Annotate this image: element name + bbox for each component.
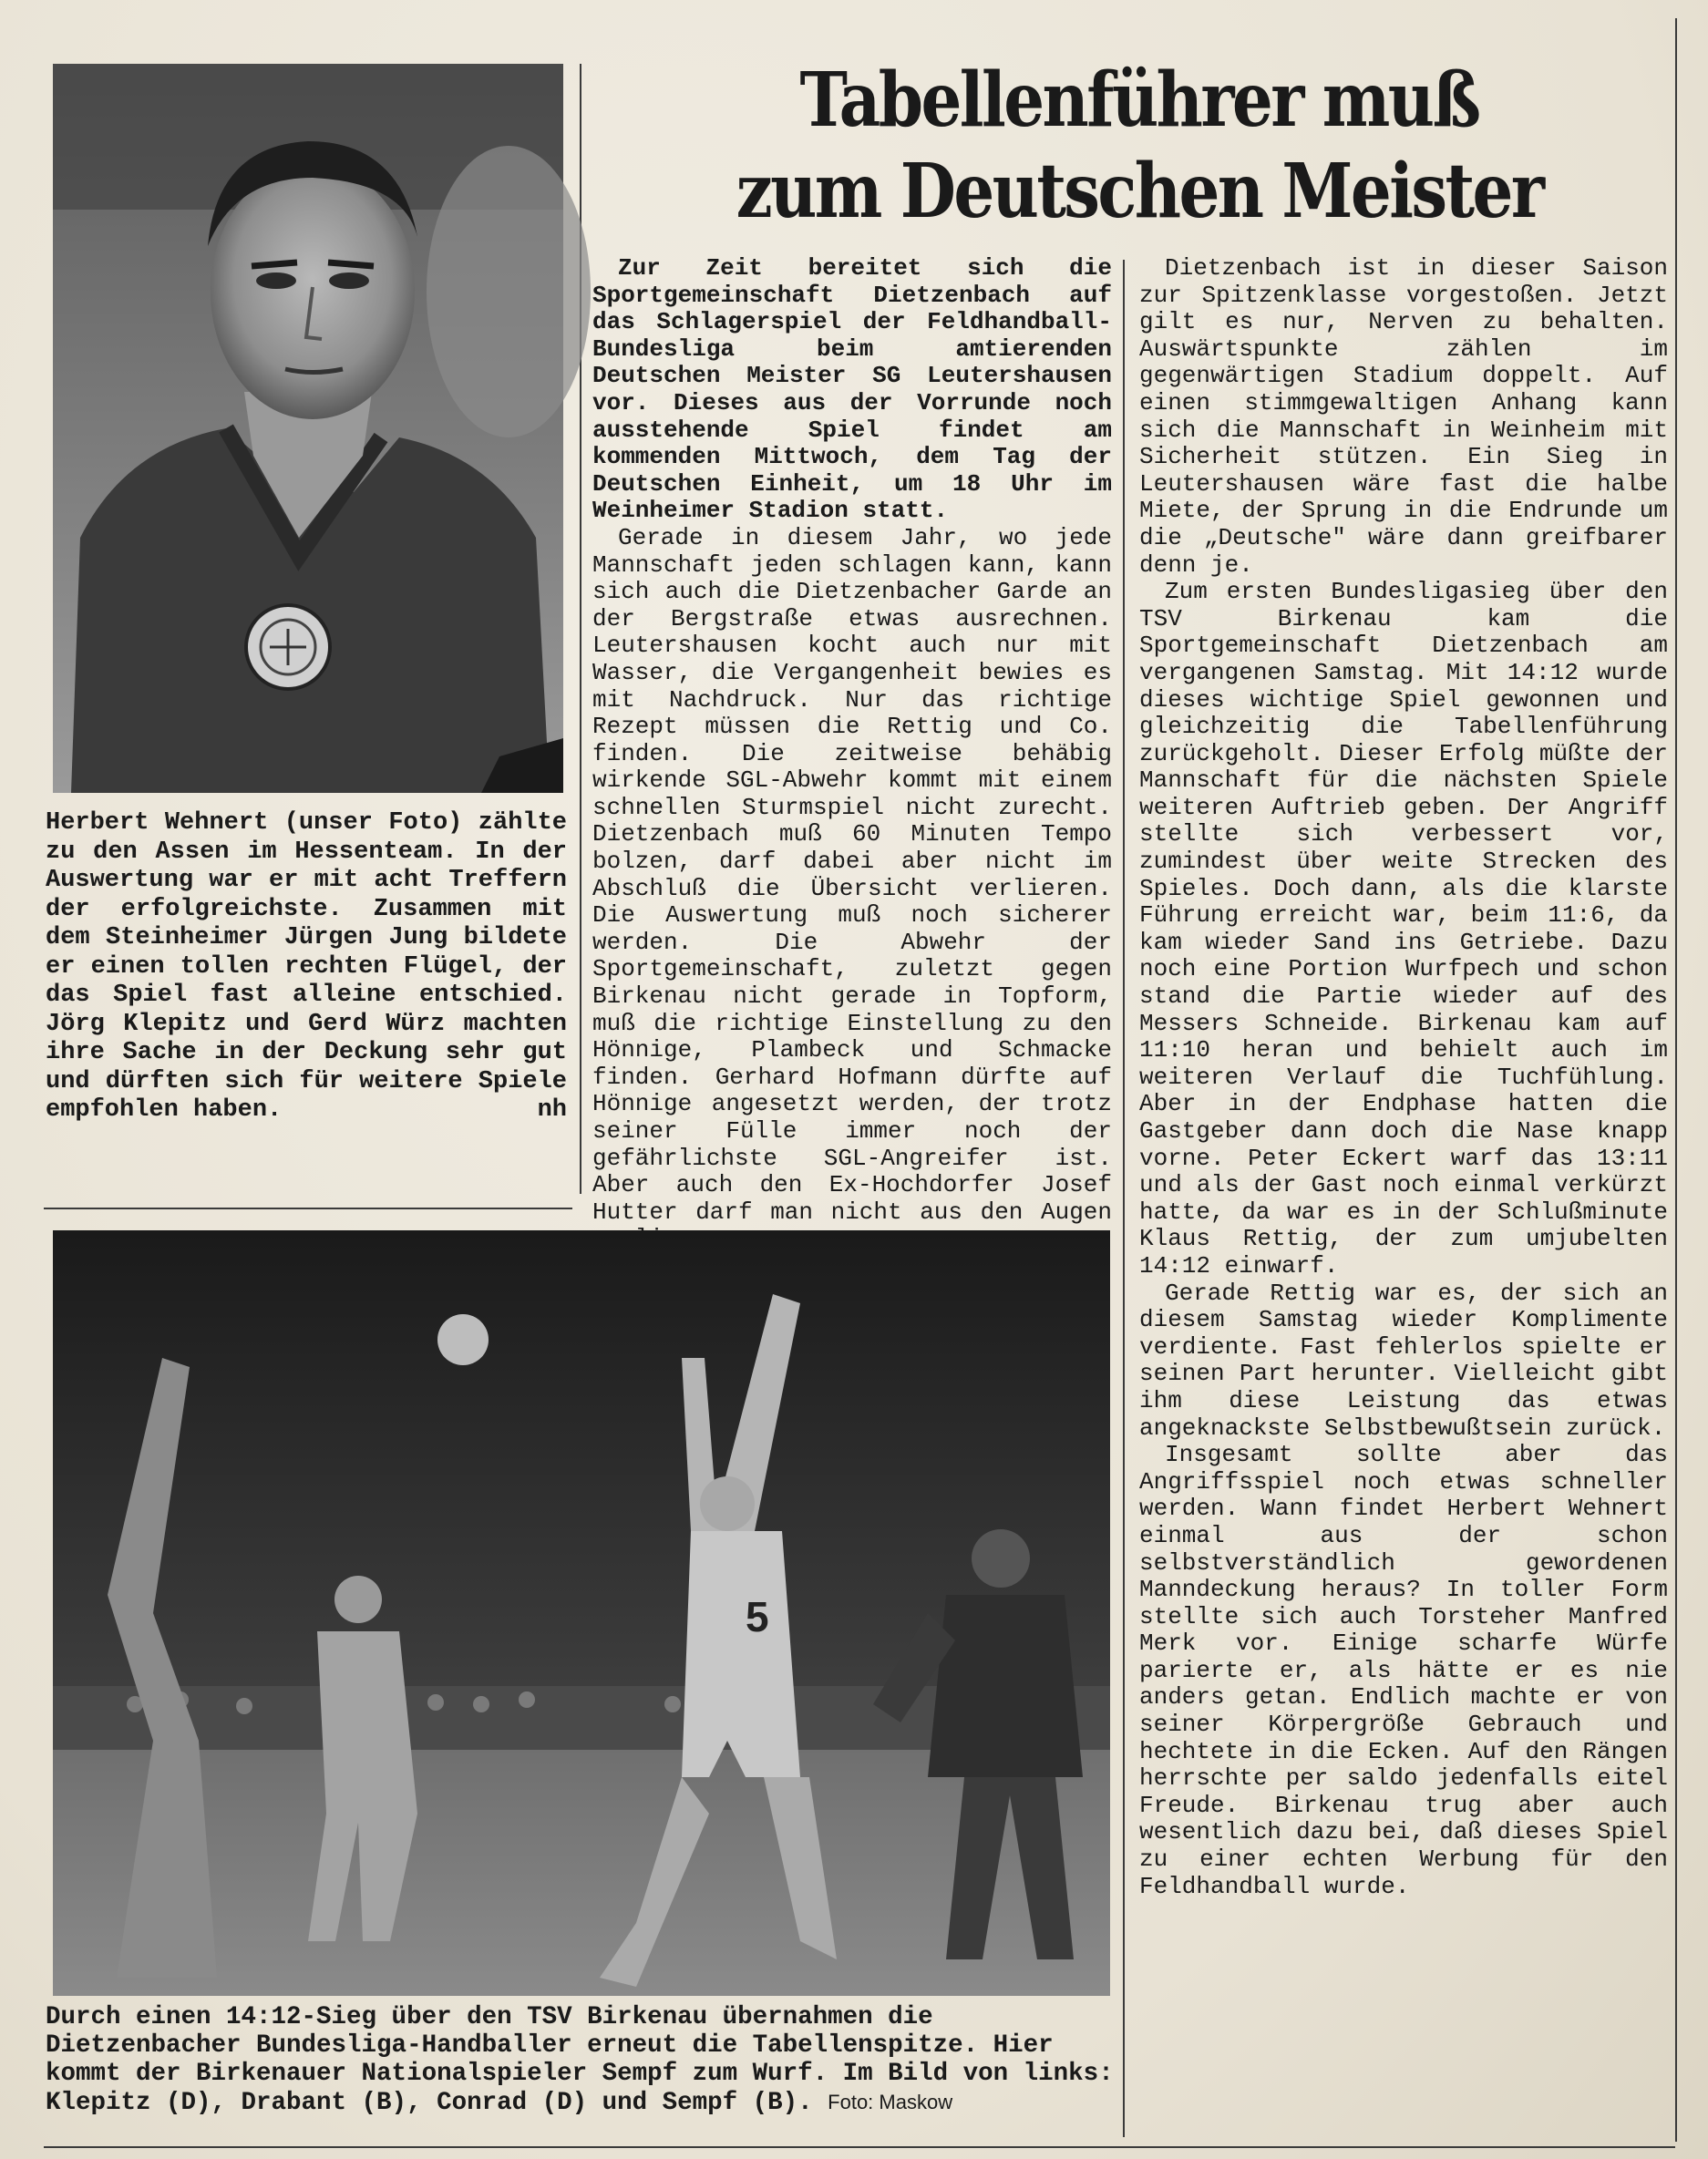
action-photo bbox=[53, 1230, 1110, 1996]
action-caption-text: Durch einen 14:12-Sieg über den TSV Birkenau übernahmen die Dietzenbacher Bundesliga-Handballer erneut die Tabellenspitze. Hier kommt der Birkenauer Nationalspieler Sempf zum Wurf. Im Bild von links: Klepitz (D), Drabant (B), Conrad (D) und Sempf (B). bbox=[46, 2003, 1114, 2117]
article-column-middle bbox=[592, 254, 1112, 1226]
photo-credit: Foto: Maskow bbox=[828, 2091, 953, 2113]
portrait-caption bbox=[46, 809, 567, 1126]
jersey-number: 5 bbox=[746, 1593, 769, 1640]
article-lead: Zur Zeit bereitet sich die Sportgemeinschaft Dietzenbach auf das Schlagerspiel der Feldhandball-Bundesliga beim amtierenden Deutschen Meister SG Leutershausen vor. Dieses aus der Vorrunde noch ausstehende Spiel findet am kommenden Mittwoch, dem Tag der Deutschen Einheit, um 18 Uhr im Weinheimer Stadion statt. bbox=[592, 254, 1112, 525]
headline-line-1: Tabellenführer muß bbox=[799, 57, 1479, 144]
column-rule-right bbox=[1123, 260, 1125, 2137]
caption-separator bbox=[44, 1208, 572, 1209]
page-border-right bbox=[1675, 18, 1677, 2142]
portrait-caption-text: Herbert Wehnert (unser Foto) zählte zu den Assen im Hessenteam. In der Auswertung war er mit acht Treffern der erfolgreichste. Zusammen mit dem Steinheimer Jürgen Jung bildete er einen tollen rechten Flügel, der das Spiel fast alleine entschied. Jörg Klepitz und Gerd Würz machten ihre Sache in der Deckung sehr gut und dürften sich für weitere Spiele empfohlen haben. bbox=[46, 809, 567, 1124]
headline bbox=[700, 55, 1578, 237]
article-paragraph-2: Dietzenbach ist in dieser Saison zur Spitzenklasse vorgestoßen. Jetzt gilt es nur, Nerven zu behalten. Auswärtspunkte zählen im gegenwärtigen Stadium doppelt. Auf einen stimmgewaltigen Anhang kann sich die Mannschaft in Weinheim mit Sicherheit stützen. Ein Sieg in Leutershausen wäre fast die halbe Miete, der Sprung in die Endrunde um die „Deutsche" wäre dann greifbarer denn je. bbox=[1139, 254, 1668, 579]
article-column-right bbox=[1139, 255, 1668, 2133]
bottom-rule bbox=[44, 2146, 1675, 2148]
article-paragraph-1: Gerade in diesem Jahr, wo jede Mannschaft jeden schlagen kann, kann sich auch die Dietzenbacher Garde an der Bergstraße etwas ausrechnen. Leutershausen kocht auch nur mit Wasser, die Vergangenheit bewies es mit Nachdruck. Nur das richtige Rezept müssen die Rettig und Co. finden. Die zeitweise behäbig wirkende SGL-Abwehr kommt mit einem schnellen Sturmspiel nicht zurecht. Dietzenbach muß 60 Minuten Tempo bolzen, darf dabei aber nicht im Abschluß die Übersicht verlieren. Die Auswertung muß noch sicherer werden. Die Abwehr der Sportgemeinschaft, zuletzt gegen Birkenau nicht gerade in Topform, muß die richtige Einstellung zu den Hönnige, Plambeck und Schmacke finden. Gerhard Hofmann dürfte auf Hönnige angesetzt werden, der trotz seiner Fülle immer noch der gefährlichste SGL-Angreifer ist. Aber auch den Ex-Hochdorfer Josef Hutter darf man nicht aus den Augen bbox=[592, 523, 1112, 1226]
action-caption bbox=[46, 2003, 1116, 2117]
portrait-photo bbox=[53, 64, 563, 793]
author-signature: nh bbox=[537, 1096, 567, 1124]
portrait-photo-image bbox=[53, 64, 563, 793]
article-paragraph-4: Gerade Rettig war es, der sich an diesem Samstag wieder Komplimente verdiente. Fast fehlerlos spielte er seinen Part herunter. Vielleicht gibt ihm diese Leistung das etwas angeknackste Selbstbewußtsein zurück. bbox=[1139, 1279, 1668, 1442]
article-paragraph-3: Zum ersten Bundesligasieg über den TSV Birkenau kam die Sportgemeinschaft Dietzenbach am vergangenen Samstag. Mit 14:12 wurde dieses wichtige Spiel gewonnen und gleichzeitig die Tabellenführung zurückgeholt. Dieser Erfolg müßte der Mannschaft für die nächsten Spiele weiteren Auftrieb geben. Der Angriff stellte sich verbessert vor, zumindest über weite Strecken des Spieles. Doch dann, als die klarste Führung erreicht war, beim 11:6, da kam wieder Sand ins Getriebe. Dazu noch eine Portion Wurfpech und schon stand die Partie wieder auf des Messers Schneide. Birkenau kam auf 11:10 heran und behielt auch im weiteren Verlauf die Tuchfühlung. Aber in der Endphase hatten die Gastgeber dann doch die Nase knapp vorne. Peter Eckert warf das 13:11 und als der Gast noch einmal verkürzt hatte, da war es in der Schlußminute Klaus Rettig, der zum umjubelten 14:12 einwarf. bbox=[1139, 578, 1668, 1280]
action-photo-image bbox=[53, 1230, 1110, 1996]
article-paragraph-5: Insgesamt sollte aber das Angriffsspiel noch etwas schneller werden. Wann findet Herbert Wehnert einmal aus der schon selbstverständlich gewordenen Manndeckung heraus? In toller Form stellte sich auch Torsteher Manfred Merk vor. Einige scharfe Würfe parierte er, als hätte er es nie anders getan. Endlich machte er von seiner Körpergröße Gebrauch und hechtete in die Ecken. Auf den Rängen herrschte per saldo jedenfalls eitel Freude. Birkenau trug aber auch wesentlich dazu bei, daß dieses Spiel zu einer echten Werbung für den Feldhandball wurde. bbox=[1139, 1441, 1668, 1900]
headline-line-2: zum Deutschen Meister bbox=[736, 148, 1543, 235]
